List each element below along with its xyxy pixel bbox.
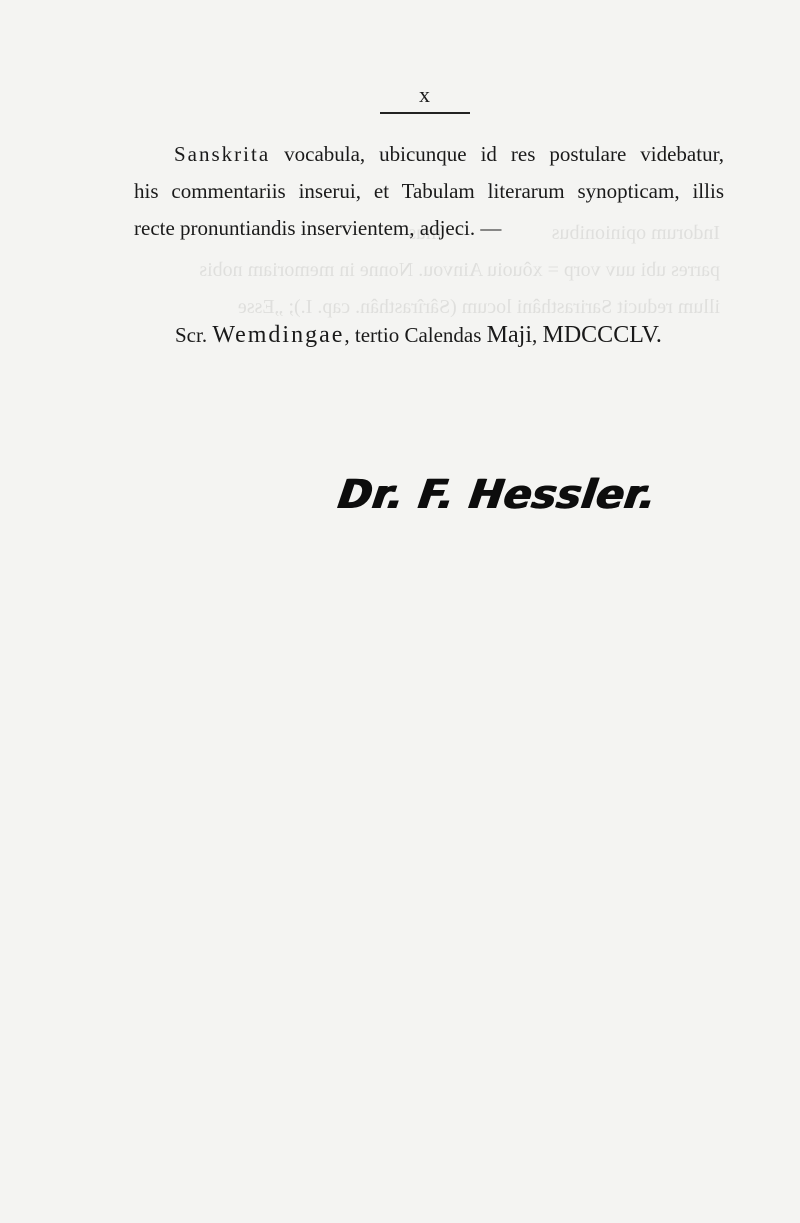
paragraph-line-2: his commentariis inserui, et Tabulam literarum synopticam, illis	[134, 179, 724, 203]
page-number: x	[380, 82, 470, 114]
bleed-through-text: Indorum opinionibus mus parres ubi uuv vorp = xôuoiu Ainvou. Nonne in memoriam nobis illum reducit Sarirasthâni locum (Sârîrasthân. cap. I.); „Esse	[199, 222, 720, 318]
paragraph-line-1	[134, 136, 724, 173]
dateline-prefix: Scr.	[175, 323, 208, 347]
paragraph-line-3: recte pronuntiandis inservientem, adjeci. —	[134, 216, 502, 240]
dateline-month: Maji	[486, 322, 532, 348]
dateline	[175, 322, 735, 349]
preface-closing-paragraph	[134, 136, 724, 247]
dateline-rest: , tertio Calendas	[344, 323, 487, 347]
dateline-sep: ,	[532, 323, 543, 347]
dateline-place: Wemdingae	[212, 322, 345, 348]
sanskrita-word: Sanskrita	[174, 142, 271, 166]
dateline-year: MDCCCLV.	[542, 322, 662, 348]
line-1-text: vocabula, ubicunque id res postulare videbatur,	[270, 142, 724, 166]
author-signature: Dr. F. Hessler.	[334, 472, 659, 518]
